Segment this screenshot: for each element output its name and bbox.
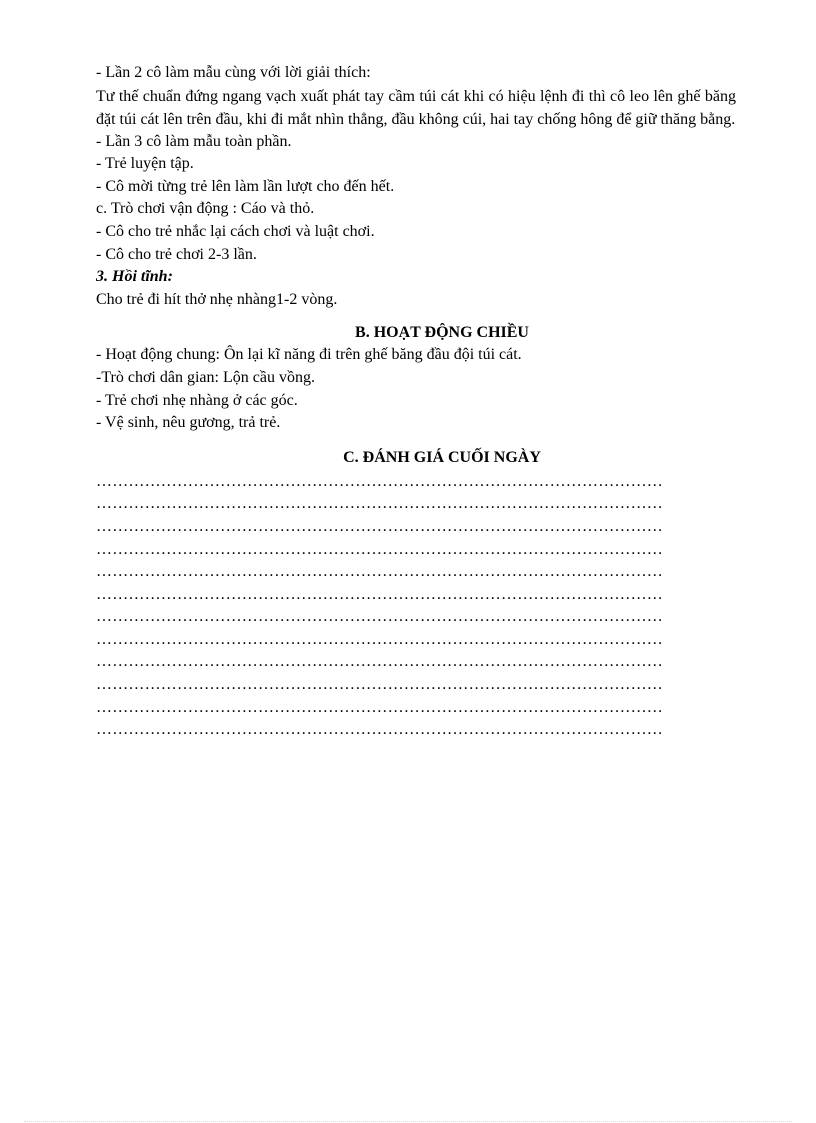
page-bottom-rule	[24, 1121, 792, 1122]
activity-line: - Trẻ chơi nhẹ nhàng ở các góc.	[96, 391, 298, 409]
subsection-heading: 3. Hồi tĩnh:	[96, 268, 173, 286]
section-c-title: C. ĐÁNH GIÁ CUỐI NGÀY	[343, 448, 541, 466]
activity-line: - Vệ sinh, nêu gương, trả trẻ.	[96, 414, 281, 432]
dotted-line: ……………………………………………………………………………………………	[96, 630, 663, 648]
instruction-line: - Cô cho trẻ nhắc lại cách chơi và luật chơi.	[96, 222, 375, 240]
dotted-line: ……………………………………………………………………………………………	[96, 698, 663, 716]
dotted-line: ……………………………………………………………………………………………	[96, 540, 663, 558]
instruction-line: Cho trẻ đi hít thở nhẹ nhàng1-2 vòng.	[96, 290, 338, 308]
dotted-line: ……………………………………………………………………………………………	[96, 563, 663, 581]
dotted-line: ……………………………………………………………………………………………	[96, 721, 663, 739]
instruction-line: - Trẻ luyện tập.	[96, 155, 194, 173]
instruction-line: - Cô cho trẻ chơi 2-3 lần.	[96, 245, 257, 263]
section-a-body	[96, 62, 736, 311]
dotted-line: ……………………………………………………………………………………………	[96, 676, 663, 694]
instruction-line: - Cô mời từng trẻ lên làm lần lượt cho đến hết.	[96, 177, 395, 195]
instruction-paragraph: Tư thế chuẩn đứng ngang vạch xuất phát tay cầm túi cát khi có hiệu lệnh đi thì cô leo lên ghế băng đặt túi cát lên trên đầu, khi đi mắt nhìn thẳng, đầu không cúi, hai tay chống hông để giữ thăng bằng.	[96, 87, 736, 128]
activity-line: -Trò chơi dân gian: Lộn cầu vồng.	[96, 368, 315, 386]
section-b-body	[96, 344, 736, 434]
activity-line: - Hoạt động chung: Ôn lại kĩ năng đi trên ghế băng đầu đội túi cát.	[96, 346, 522, 364]
section-b-title: B. HOẠT ĐỘNG CHIỀU	[355, 324, 529, 342]
evaluation-lines	[96, 471, 736, 742]
dotted-line: ……………………………………………………………………………………………	[96, 585, 663, 603]
instruction-line: - Lần 2 cô làm mẫu cùng với lời giải thích:	[96, 64, 371, 81]
instruction-line: - Lần 3 cô làm mẫu toàn phần.	[96, 132, 292, 150]
game-subtitle: c. Trò chơi vận động : Cáo và thỏ.	[96, 200, 315, 218]
dotted-line: ……………………………………………………………………………………………	[96, 608, 663, 626]
dotted-line: ……………………………………………………………………………………………	[96, 495, 663, 513]
dotted-line: ……………………………………………………………………………………………	[96, 653, 663, 671]
document-page	[96, 62, 736, 742]
dotted-line: ……………………………………………………………………………………………	[96, 517, 663, 535]
dotted-line: ……………………………………………………………………………………………	[96, 472, 663, 490]
